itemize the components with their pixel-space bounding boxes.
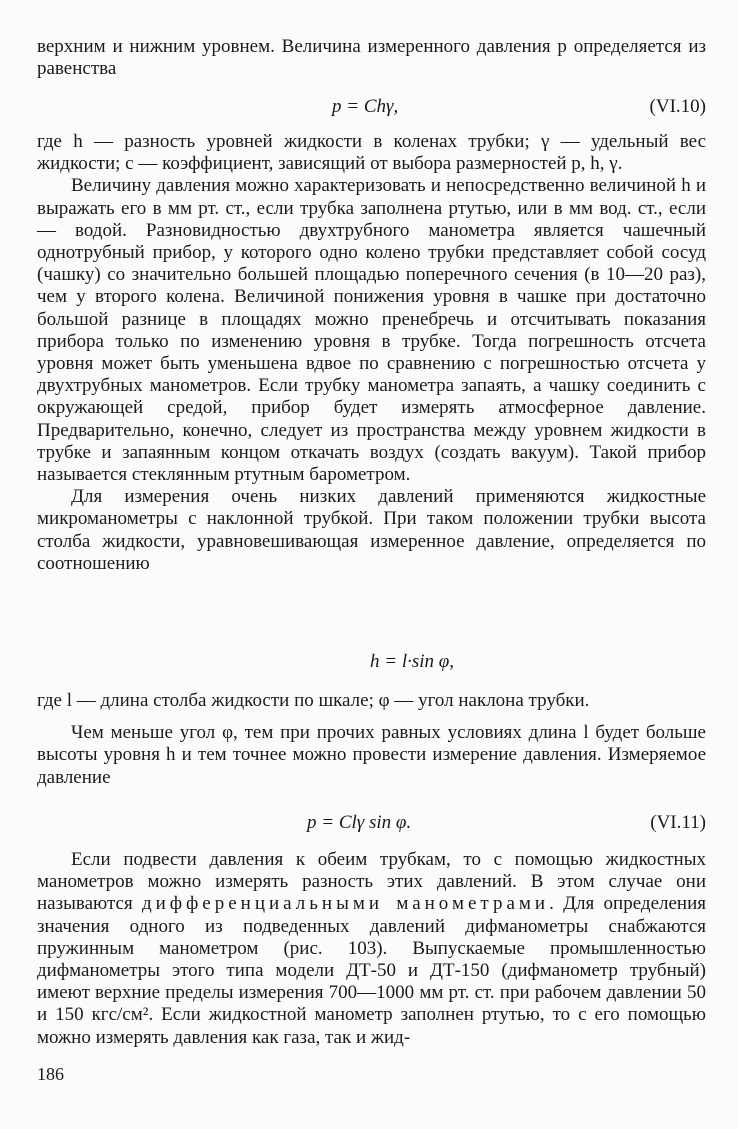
paragraph-where-l: где l — длина столба жидкости по шкале; φ — угол наклона трубки. <box>37 690 590 711</box>
spaced-term: дифференциальными манометрами <box>141 893 550 915</box>
paragraph-cup-manometer: Величину давления можно характеризовать и непосредственно величиной h и выражать его в мм рт. ст., если трубка заполнена ртутью, или в мм вод. ст., если — водой. Разновидностью двухтрубного манометра является чашечный однотрубный прибор, у которого одно колено трубки представляет собой сосуд (чашку) со значительно большей площадью поперечного сечения (в 10—20 раз), чем у второго колена. Величиной понижения уровня в чашке при достаточно большой разнице в площадях можно пренебречь и отсчитывать показания прибора только по изменению уровня в трубке. Тогда погрешность отсчета уровня может быть уменьшена вдвое по сравнению с погрешностью отсчета у двухтрубных манометров. Если трубку манометра запаять, а чашку соединить с окружающей средой, прибор будет измерять атмосферное давление. Предварительно, конечно, следует из пространства между уровнем жидкости в трубке и запаянным концом откачать воздух (создать вакуум). Такой прибор называется стеклянным ртутным барометром. <box>37 175 706 486</box>
text-block-bottom <box>37 849 706 1049</box>
equation-formula: h = l·sin φ, <box>370 651 455 672</box>
paragraph-micromanometer: Для измерения очень низких давлений применяются жидкостные микроманометры с наклонной трубкой. При таком положении трубки высота столба жидкости, уравновешивающая измеренное давление, определяется по соотношению <box>37 486 706 574</box>
paragraph-part-b: . Для определения значения одного из подведенных давлений дифманометры снабжаются пружинным манометром (рис. 103). Выпускаемые промышленностью дифманометры этого типа модели ДТ-50 и ДТ-150 (дифманометр трубный) имеют верхние пределы измерения 700—1000 мм рт. ст. при рабочем давлении 50 и 150 кгс/см². Если жидкостной манометр заполнен ртутью, то с его помощью можно измерять давления как газа, так и жид- <box>37 893 706 1048</box>
page-number: 186 <box>37 1064 64 1084</box>
equation-number: (VI.10) <box>649 96 706 117</box>
equation-formula: p = Chγ, <box>332 96 399 117</box>
equation-vi-10 <box>37 96 706 120</box>
equation-formula: p = Clγ sin φ. <box>307 812 412 833</box>
text-block-top <box>37 36 706 80</box>
text-block-middle <box>37 131 706 575</box>
paragraph-differential <box>37 849 706 1049</box>
paragraph-definitions: где h — разность уровней жидкости в коленах трубки; γ — удельный вес жидкости; c — коэффициент, зависящий от выбора размерностей p, h, γ. <box>37 131 706 175</box>
equation-h <box>37 651 706 675</box>
text-block-lower <box>37 690 706 789</box>
paragraph-part-a: Если подвести давления к обеим трубкам, то с помощью жидкостных манометров можно измерять разность этих давлений. В этом случае они называются <box>37 849 706 915</box>
equation-vi-11 <box>37 812 706 836</box>
paragraph-angle: Чем меньше угол φ, тем при прочих равных условиях длина l будет больше высоты уровня h и тем точнее можно провести измерение давления. Измеряемое давление <box>37 722 706 788</box>
equation-number: (VI.11) <box>650 812 706 833</box>
paragraph-continuation: верхним и нижним уровнем. Величина измеренного давления p определяется из равенства <box>37 36 706 80</box>
